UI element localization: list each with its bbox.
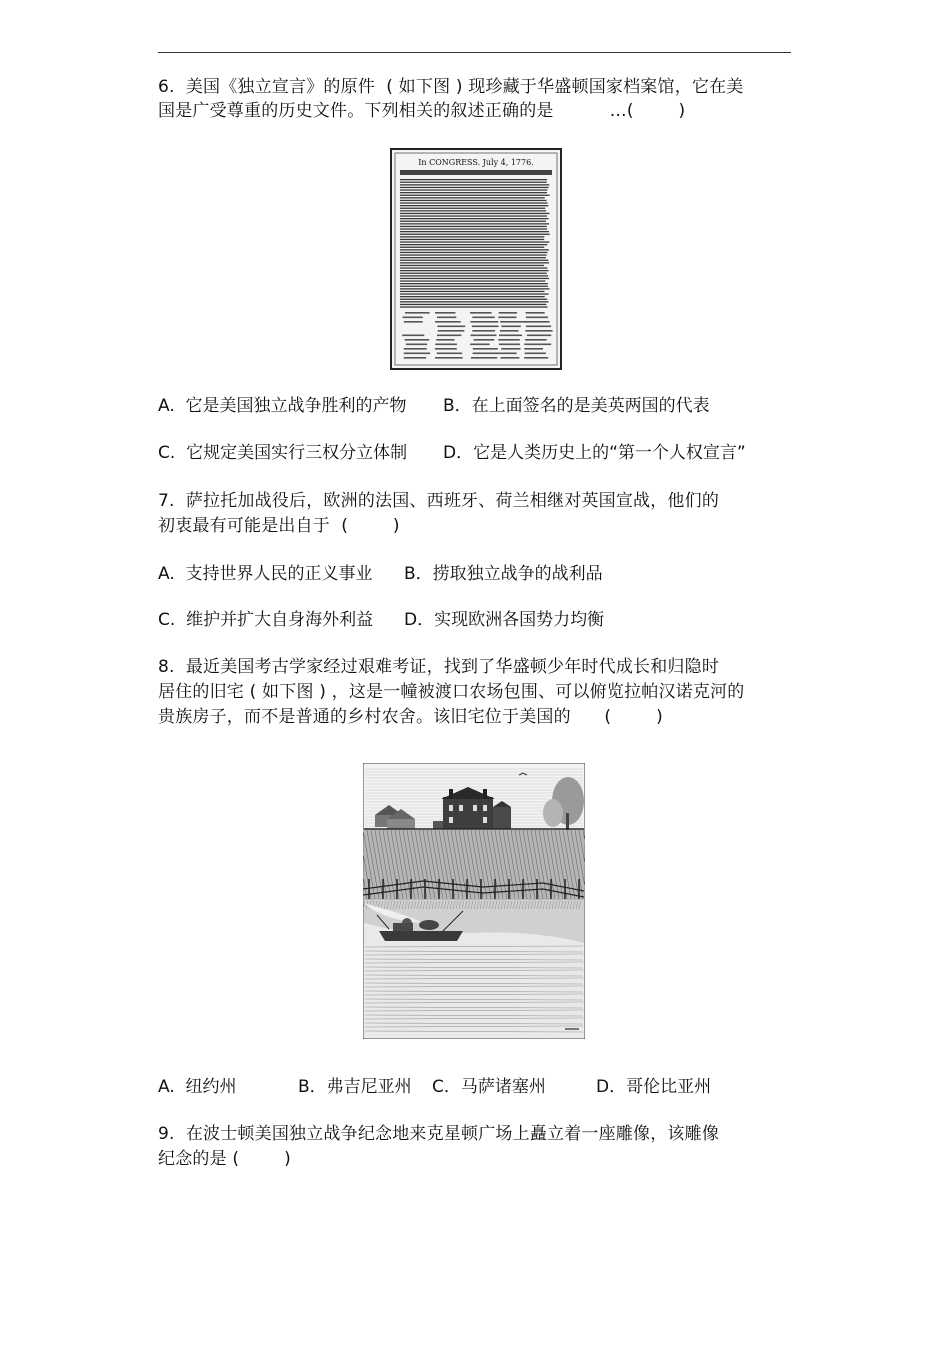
q8-option-d: D．哥伦比亚州: [596, 1077, 712, 1097]
q6-option-a: A. 它是美国独立战争胜利的产物: [158, 396, 407, 416]
header-rule: [158, 52, 791, 53]
declaration-document-image: [390, 148, 562, 370]
q9-stem-line-2: 纪念的是 ( ): [158, 1149, 291, 1169]
declaration-header-text: In CONGRESS. July 4, 1776.: [418, 158, 534, 167]
q6-stem-line-1: 6. 美国《独立宣言》的原件 ( 如下图 ) 现珍藏于华盛顿国家档案馆，它在美: [158, 77, 744, 97]
farmhouse-river-engraving: [363, 763, 585, 1039]
q7-stem-line-1: 7. 萨拉托加战役后，欧洲的法国、西班牙、荷兰相继对英国宣战，他们的: [158, 491, 720, 511]
q7-option-c: C. 维护并扩大自身海外利益: [158, 610, 374, 630]
q9-stem-line-1: 9. 在波士顿美国独立战争纪念地来克星顿广场上矗立着一座雕像，该雕像: [158, 1124, 720, 1144]
q7-option-a: A. 支持世界人民的正义事业: [158, 564, 373, 584]
q7-option-b: B．捞取独立战争的战利品: [404, 564, 603, 584]
q8-stem-line-1: 8. 最近美国考古学家经过艰难考证，找到了华盛顿少年时代成长和归隐时: [158, 657, 720, 677]
q6-option-d: D．它是人类历史上的“第一个人权宣言”: [443, 443, 746, 463]
q7-option-d: D．实现欧洲各国势力均衡: [404, 610, 605, 630]
q8-option-c: C．马萨诸塞州: [432, 1077, 546, 1097]
q8-stem-line-3: 贵族房子，而不是普通的乡村农舍。该旧宅位于美国的 ( ): [158, 707, 663, 727]
q6-stem-line-2: 国是广受尊重的历史文件。下列相关的叙述正确的是 …( ): [158, 101, 686, 121]
q7-stem-line-2: 初衷最有可能是出自于 ( ): [158, 516, 400, 536]
q6-option-c: C. 它规定美国实行三权分立体制: [158, 443, 408, 463]
q8-option-a: A. 纽约州: [158, 1077, 237, 1097]
q8-option-b: B．弗吉尼亚州: [298, 1077, 412, 1097]
q8-stem-line-2: 居住的旧宅 ( 如下图 ) ，这是一幢被渡口农场包围、可以俯览拉帕汉诺克河的: [158, 682, 745, 702]
q6-option-b: B．在上面签名的是美英两国的代表: [443, 396, 710, 416]
